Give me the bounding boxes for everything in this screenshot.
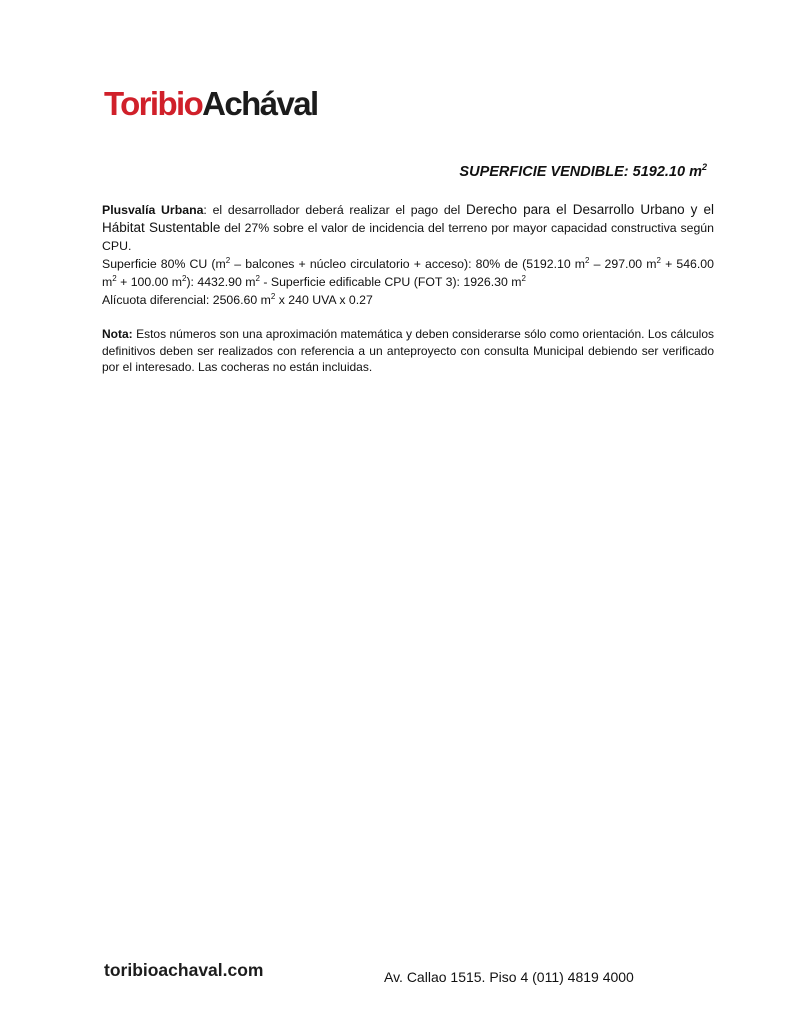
- plusvalia-paragraph: [102, 201, 714, 255]
- calc-sup-6: 2: [255, 273, 260, 283]
- footer-website: toribioachaval.com: [104, 960, 264, 980]
- calc-sup-4: 2: [112, 273, 117, 283]
- logo-text-achaval: Achával: [202, 85, 318, 122]
- calc-part-4: + 546.00 m: [102, 257, 714, 289]
- calc-part-5: + 100.00 m: [116, 275, 182, 289]
- alicuota-paragraph: [102, 291, 714, 309]
- nota-text: Estos números son una aproximación matemática y deben considerarse sólo como orientación. Los cálculos definitivos deben ser realizados con referencia a un anteproyecto con consulta Municipal debiendo ser verificado por el interesado. Las cocheras no están incluidas.: [102, 327, 714, 374]
- plusvalia-text-1: el desarrollador deberá realizar el pago del: [206, 203, 466, 217]
- plusvalia-colon: :: [203, 203, 207, 217]
- superficie-vendible-label: SUPERFICIE VENDIBLE: 5192.10 m: [459, 163, 702, 180]
- plusvalia-emphasis: Derecho para el Desarrollo Urbano y el Hábitat Sustentable: [102, 202, 714, 235]
- logo-text-toribio: Toribio: [104, 85, 203, 122]
- calc-part-1: Superficie 80% CU (m: [102, 257, 226, 271]
- calc-part-2: – balcones + núcleo circulatorio + acceso): 80% de (5192.10 m: [230, 257, 586, 271]
- calc-sup-1: 2: [225, 255, 231, 265]
- plusvalia-section: [102, 201, 714, 309]
- calc-part-3: – 297.00 m: [589, 257, 657, 271]
- plusvalia-label: Plusvalía Urbana: [102, 203, 204, 217]
- alicuota-sup: 2: [270, 291, 276, 301]
- calc-sup-3: 2: [656, 255, 661, 265]
- superficie-calc-paragraph: [102, 255, 714, 291]
- calc-sup-2: 2: [585, 255, 590, 265]
- calc-part-7: - Superficie edificable CPU (FOT 3): 1926.30 m: [259, 275, 522, 289]
- superficie-vendible-sup: 2: [701, 162, 707, 172]
- company-logo: [104, 84, 318, 124]
- alicuota-part-2: x 240 UVA x 0.27: [275, 293, 373, 307]
- nota-label: Nota:: [102, 327, 133, 341]
- calc-sup-5: 2: [182, 273, 187, 283]
- calc-sup-7: 2: [521, 273, 526, 283]
- nota-section: [102, 326, 714, 376]
- footer-address: Av. Callao 1515. Piso 4 (011) 4819 4000: [384, 969, 634, 985]
- alicuota-part-1: Alícuota diferencial: 2506.60 m: [102, 293, 271, 307]
- calc-part-6: ): 4432.90 m: [186, 275, 256, 289]
- plusvalia-text-2: del 27% sobre el valor de incidencia del terreno por mayor capacidad constructiva según CPU.: [102, 221, 714, 253]
- superficie-vendible-title: [459, 162, 707, 180]
